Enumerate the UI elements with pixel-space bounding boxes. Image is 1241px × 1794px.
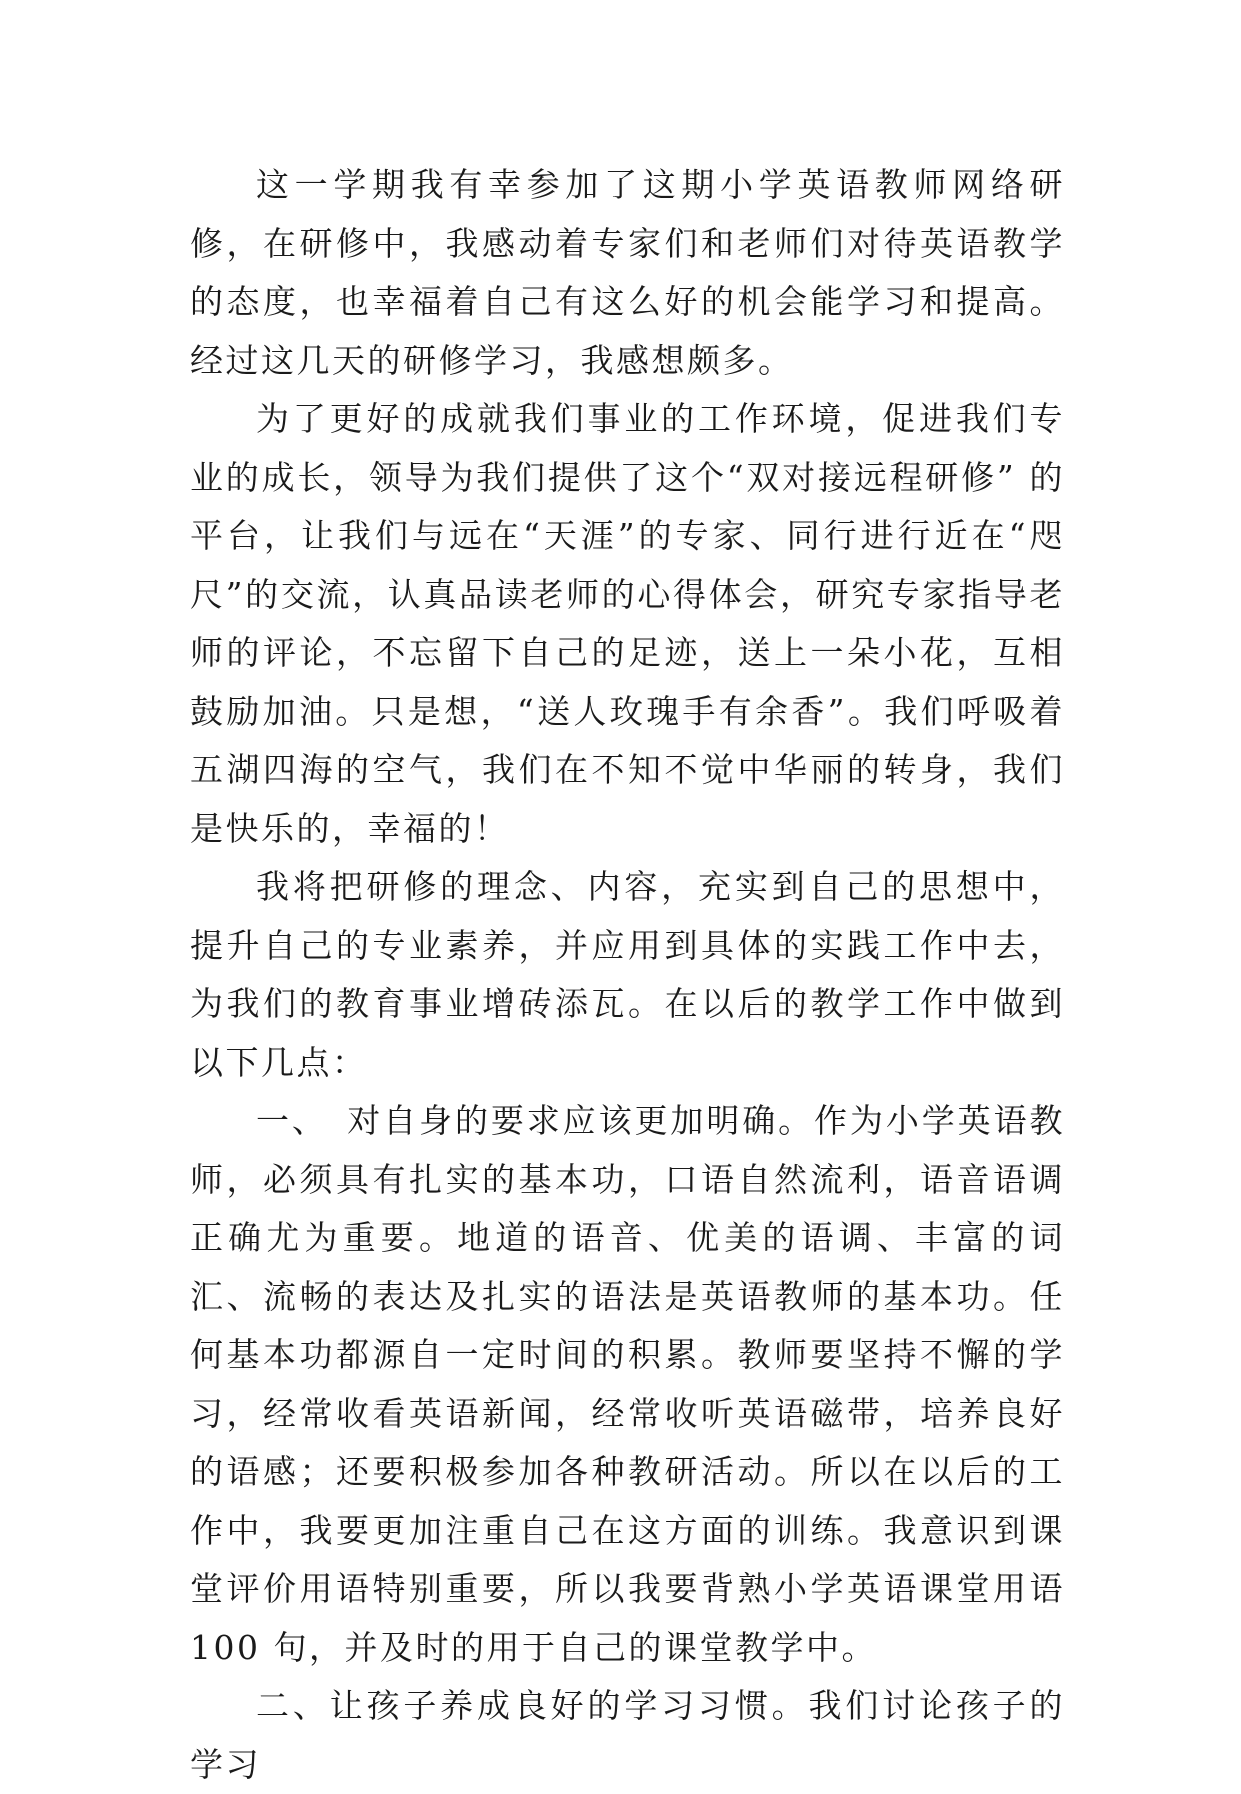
paragraph-3: 我将把研修的理念、内容，充实到自己的思想中，提升自己的专业素养，并应用到具体的实践工作中去，为我们的教育事业增砖添瓦。在以后的教学工作中做到以下几点： [190, 867, 1065, 1082]
document-body [190, 156, 1065, 1794]
paragraph-4: 一、 对自身的要求应该更加明确。作为小学英语教师，必须具有扎实的基本功，口语自然流利，语音语调正确尤为重要。地道的语音、优美的语调、丰富的词汇、流畅的表达及扎实的语法是英语教师的基本功。任何基本功都源自一定时间的积累。教师要坚持不懈的学习，经常收看英语新闻，经常收听英语磁带，培养良好的语感；还要积极参加各种教研活动。所以在以后的工作中，我要更加注重自己在这方面的训练。我意识到课堂评价用语特别重要，所以我要背熟小学英语课堂用语 100 句，并及时的用于自己的课堂教学中。 [190, 1101, 1065, 1667]
paragraph-5: 二、让孩子养成良好的学习习惯。我们讨论孩子的学习 [190, 1686, 1065, 1784]
paragraph-2: 为了更好的成就我们事业的工作环境，促进我们专业的成长，领导为我们提供了这个“双对接远程研修” 的平台，让我们与远在“天涯”的专家、同行进行近在“咫尺”的交流，认真品读老师的心得体会，研究专家指导老师的评论，不忘留下自己的足迹，送上一朵小花，互相鼓励加油。只是想，“送人玫瑰手有余香”。我们呼吸着五湖四海的空气，我们在不知不觉中华丽的转身，我们是快乐的，幸福的！ [190, 399, 1065, 848]
paragraph-1: 这一学期我有幸参加了这期小学英语教师网络研修，在研修中，我感动着专家们和老师们对待英语教学的态度，也幸福着自己有这么好的机会能学习和提高。经过这几天的研修学习，我感想颇多。 [190, 165, 1065, 380]
